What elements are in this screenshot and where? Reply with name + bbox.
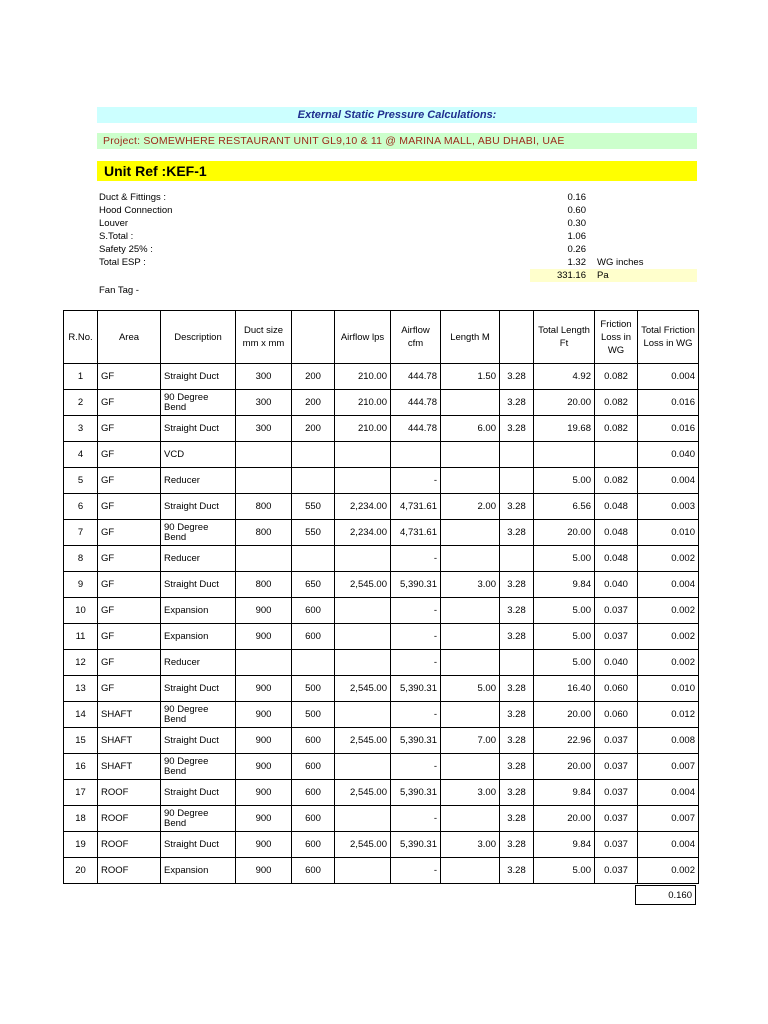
summary-value: 1.06 xyxy=(567,231,586,242)
cell-conversion-factor xyxy=(500,546,534,572)
summary-value: 0.30 xyxy=(567,218,586,229)
table-row xyxy=(64,442,699,468)
cell-area: GF xyxy=(98,442,161,468)
summary-label: Duct & Fittings : xyxy=(99,192,167,203)
cell-friction-loss: 0.037 xyxy=(595,754,638,780)
cell-total-length-ft: 19.68 xyxy=(534,416,595,442)
cell-airflow-lps xyxy=(335,442,391,468)
table-row xyxy=(64,728,699,754)
cell-conversion-factor: 3.28 xyxy=(500,364,534,390)
cell-description: Straight Duct xyxy=(161,364,236,390)
cell-duct-width: 900 xyxy=(236,832,292,858)
cell-total-friction-loss: 0.003 xyxy=(638,494,699,520)
cell-row-number: 15 xyxy=(64,728,98,754)
cell-area: GF xyxy=(98,676,161,702)
cell-airflow-cfm: - xyxy=(391,702,441,728)
summary-label: Hood Connection xyxy=(99,205,173,216)
cell-description: 90 Degree Bend xyxy=(161,806,236,832)
table-row xyxy=(64,780,699,806)
cell-length-m xyxy=(441,468,500,494)
cell-length-m: 3.00 xyxy=(441,832,500,858)
cell-length-m: 3.00 xyxy=(441,572,500,598)
cell-friction-loss: 0.082 xyxy=(595,416,638,442)
cell-friction-loss: 0.082 xyxy=(595,364,638,390)
cell-friction-loss: 0.037 xyxy=(595,806,638,832)
cell-friction-loss: 0.037 xyxy=(595,728,638,754)
cell-row-number: 4 xyxy=(64,442,98,468)
cell-conversion-factor xyxy=(500,650,534,676)
cell-friction-loss: 0.037 xyxy=(595,624,638,650)
cell-total-friction-loss: 0.004 xyxy=(638,468,699,494)
cell-airflow-cfm: - xyxy=(391,806,441,832)
summary-value: 331.16 xyxy=(556,270,586,281)
table-row xyxy=(64,858,699,884)
cell-total-length-ft: 9.84 xyxy=(534,780,595,806)
cell-description: 90 Degree Bend xyxy=(161,754,236,780)
cell-duct-height xyxy=(292,468,335,494)
cell-friction-loss: 0.037 xyxy=(595,858,638,884)
table-row xyxy=(64,520,699,546)
cell-airflow-lps: 210.00 xyxy=(335,364,391,390)
cell-total-length-ft: 20.00 xyxy=(534,806,595,832)
cell-conversion-factor xyxy=(500,468,534,494)
cell-area: GF xyxy=(98,416,161,442)
cell-area: SHAFT xyxy=(98,754,161,780)
cell-airflow-cfm: 5,390.31 xyxy=(391,728,441,754)
cell-airflow-cfm xyxy=(391,442,441,468)
cell-airflow-lps xyxy=(335,624,391,650)
cell-friction-loss: 0.048 xyxy=(595,520,638,546)
cell-conversion-factor: 3.28 xyxy=(500,780,534,806)
cell-total-friction-loss: 0.004 xyxy=(638,572,699,598)
cell-total-friction-loss: 0.016 xyxy=(638,416,699,442)
cell-total-length-ft: 20.00 xyxy=(534,754,595,780)
cell-total-length-ft: 5.00 xyxy=(534,468,595,494)
table-row xyxy=(64,416,699,442)
cell-area: GF xyxy=(98,572,161,598)
cell-area: GF xyxy=(98,520,161,546)
cell-airflow-cfm: 5,390.31 xyxy=(391,832,441,858)
summary-value: 1.32 xyxy=(567,257,586,268)
cell-area: GF xyxy=(98,650,161,676)
cell-description: 90 Degree Bend xyxy=(161,520,236,546)
cell-row-number: 16 xyxy=(64,754,98,780)
cell-row-number: 20 xyxy=(64,858,98,884)
table-row xyxy=(64,572,699,598)
cell-area: GF xyxy=(98,624,161,650)
cell-airflow-cfm: - xyxy=(391,468,441,494)
cell-row-number: 8 xyxy=(64,546,98,572)
cell-row-number: 7 xyxy=(64,520,98,546)
cell-area: SHAFT xyxy=(98,702,161,728)
summary-value: 0.26 xyxy=(567,244,586,255)
cell-description: Reducer xyxy=(161,650,236,676)
cell-description: Reducer xyxy=(161,546,236,572)
cell-row-number: 3 xyxy=(64,416,98,442)
table-row xyxy=(64,832,699,858)
cell-total-length-ft: 5.00 xyxy=(534,650,595,676)
cell-length-m xyxy=(441,598,500,624)
cell-duct-width xyxy=(236,468,292,494)
cell-total-friction-loss: 0.010 xyxy=(638,520,699,546)
cell-length-m xyxy=(441,806,500,832)
summary-label: Louver xyxy=(99,218,129,229)
cell-length-m: 3.00 xyxy=(441,780,500,806)
cell-area: ROOF xyxy=(98,806,161,832)
column-header: Area xyxy=(98,311,161,364)
cell-airflow-lps: 2,545.00 xyxy=(335,572,391,598)
cell-duct-height: 200 xyxy=(292,364,335,390)
cell-airflow-cfm: - xyxy=(391,598,441,624)
duct-calculation-table xyxy=(63,310,699,884)
cell-total-friction-loss: 0.002 xyxy=(638,598,699,624)
cell-description: Expansion xyxy=(161,858,236,884)
cell-conversion-factor: 3.28 xyxy=(500,390,534,416)
cell-total-friction-loss: 0.004 xyxy=(638,780,699,806)
cell-total-length-ft: 9.84 xyxy=(534,832,595,858)
table-row xyxy=(64,468,699,494)
column-header: Total Length Ft xyxy=(534,311,595,364)
cell-length-m xyxy=(441,442,500,468)
cell-airflow-lps xyxy=(335,806,391,832)
cell-airflow-lps: 2,234.00 xyxy=(335,520,391,546)
cell-length-m: 6.00 xyxy=(441,416,500,442)
cell-duct-width: 900 xyxy=(236,806,292,832)
total-friction-loss: 0.160 xyxy=(635,885,696,905)
cell-description: Expansion xyxy=(161,624,236,650)
cell-conversion-factor: 3.28 xyxy=(500,572,534,598)
cell-length-m: 5.00 xyxy=(441,676,500,702)
table-row xyxy=(64,546,699,572)
cell-duct-height xyxy=(292,650,335,676)
cell-length-m: 2.00 xyxy=(441,494,500,520)
cell-area: ROOF xyxy=(98,780,161,806)
cell-length-m xyxy=(441,546,500,572)
cell-row-number: 13 xyxy=(64,676,98,702)
cell-area: GF xyxy=(98,468,161,494)
cell-duct-height: 600 xyxy=(292,754,335,780)
cell-row-number: 2 xyxy=(64,390,98,416)
summary-label: Safety 25% : xyxy=(99,244,153,255)
cell-duct-height: 600 xyxy=(292,858,335,884)
cell-duct-width: 900 xyxy=(236,598,292,624)
cell-description: 90 Degree Bend xyxy=(161,702,236,728)
cell-duct-width: 900 xyxy=(236,780,292,806)
cell-airflow-cfm: - xyxy=(391,754,441,780)
cell-duct-width: 900 xyxy=(236,754,292,780)
cell-airflow-lps: 2,545.00 xyxy=(335,728,391,754)
column-header: Airflow lps xyxy=(335,311,391,364)
cell-total-friction-loss: 0.040 xyxy=(638,442,699,468)
table-row xyxy=(64,494,699,520)
summary-label: S.Total : xyxy=(99,231,134,242)
cell-total-friction-loss: 0.002 xyxy=(638,858,699,884)
summary-unit: Pa xyxy=(597,270,609,281)
cell-airflow-lps xyxy=(335,546,391,572)
cell-duct-height: 600 xyxy=(292,598,335,624)
cell-duct-height: 500 xyxy=(292,676,335,702)
fan-tag: Fan Tag - xyxy=(99,285,139,296)
cell-total-friction-loss: 0.012 xyxy=(638,702,699,728)
cell-area: GF xyxy=(98,390,161,416)
cell-airflow-cfm: - xyxy=(391,624,441,650)
cell-conversion-factor: 3.28 xyxy=(500,416,534,442)
cell-airflow-cfm: 5,390.31 xyxy=(391,676,441,702)
cell-total-length-ft: 20.00 xyxy=(534,390,595,416)
cell-total-length-ft: 4.92 xyxy=(534,364,595,390)
cell-row-number: 18 xyxy=(64,806,98,832)
table-row xyxy=(64,702,699,728)
cell-friction-loss: 0.048 xyxy=(595,546,638,572)
cell-description: Straight Duct xyxy=(161,494,236,520)
cell-airflow-cfm: 4,731.61 xyxy=(391,494,441,520)
cell-total-length-ft: 9.84 xyxy=(534,572,595,598)
cell-duct-height: 650 xyxy=(292,572,335,598)
cell-total-friction-loss: 0.002 xyxy=(638,624,699,650)
cell-description: VCD xyxy=(161,442,236,468)
cell-area: GF xyxy=(98,598,161,624)
cell-total-length-ft: 5.00 xyxy=(534,598,595,624)
column-header: Airflow cfm xyxy=(391,311,441,364)
summary-unit: WG inches xyxy=(597,257,644,268)
column-header xyxy=(292,311,335,364)
cell-airflow-lps: 210.00 xyxy=(335,416,391,442)
cell-total-friction-loss: 0.004 xyxy=(638,832,699,858)
cell-description: Straight Duct xyxy=(161,416,236,442)
table-row xyxy=(64,806,699,832)
cell-conversion-factor: 3.28 xyxy=(500,598,534,624)
cell-friction-loss: 0.082 xyxy=(595,390,638,416)
cell-airflow-lps xyxy=(335,702,391,728)
cell-airflow-lps: 2,545.00 xyxy=(335,832,391,858)
cell-airflow-lps xyxy=(335,650,391,676)
cell-airflow-lps: 210.00 xyxy=(335,390,391,416)
table-row xyxy=(64,390,699,416)
cell-airflow-cfm: 5,390.31 xyxy=(391,572,441,598)
cell-total-length-ft: 20.00 xyxy=(534,702,595,728)
cell-description: Straight Duct xyxy=(161,676,236,702)
cell-conversion-factor: 3.28 xyxy=(500,858,534,884)
cell-friction-loss: 0.060 xyxy=(595,702,638,728)
cell-duct-height: 550 xyxy=(292,494,335,520)
column-header: Length M xyxy=(441,311,500,364)
cell-total-length-ft xyxy=(534,442,595,468)
cell-total-friction-loss: 0.016 xyxy=(638,390,699,416)
cell-friction-loss: 0.037 xyxy=(595,832,638,858)
cell-total-friction-loss: 0.010 xyxy=(638,676,699,702)
cell-duct-height: 500 xyxy=(292,702,335,728)
cell-total-friction-loss: 0.007 xyxy=(638,806,699,832)
cell-airflow-lps xyxy=(335,598,391,624)
table-row xyxy=(64,650,699,676)
table-row xyxy=(64,624,699,650)
cell-duct-width: 800 xyxy=(236,494,292,520)
cell-area: GF xyxy=(98,364,161,390)
cell-friction-loss: 0.040 xyxy=(595,572,638,598)
sheet-title: External Static Pressure Calculations: xyxy=(97,107,697,123)
cell-row-number: 19 xyxy=(64,832,98,858)
cell-total-friction-loss: 0.008 xyxy=(638,728,699,754)
cell-airflow-cfm: 4,731.61 xyxy=(391,520,441,546)
cell-conversion-factor: 3.28 xyxy=(500,676,534,702)
cell-conversion-factor: 3.28 xyxy=(500,624,534,650)
cell-duct-width: 900 xyxy=(236,676,292,702)
cell-length-m xyxy=(441,650,500,676)
cell-total-length-ft: 6.56 xyxy=(534,494,595,520)
cell-conversion-factor: 3.28 xyxy=(500,520,534,546)
cell-total-friction-loss: 0.007 xyxy=(638,754,699,780)
cell-duct-width: 300 xyxy=(236,390,292,416)
cell-duct-width xyxy=(236,650,292,676)
cell-description: Straight Duct xyxy=(161,728,236,754)
cell-duct-width: 900 xyxy=(236,702,292,728)
project-line: Project: SOMEWHERE RESTAURANT UNIT GL9,10 & 11 @ MARINA MALL, ABU DHABI, UAE xyxy=(97,133,697,149)
cell-total-friction-loss: 0.002 xyxy=(638,546,699,572)
column-header: Total Friction Loss in WG xyxy=(638,311,699,364)
cell-row-number: 14 xyxy=(64,702,98,728)
cell-airflow-lps: 2,234.00 xyxy=(335,494,391,520)
cell-duct-height xyxy=(292,442,335,468)
cell-total-length-ft: 5.00 xyxy=(534,858,595,884)
cell-total-length-ft: 16.40 xyxy=(534,676,595,702)
cell-area: ROOF xyxy=(98,858,161,884)
cell-duct-height: 550 xyxy=(292,520,335,546)
cell-row-number: 5 xyxy=(64,468,98,494)
cell-airflow-cfm: 5,390.31 xyxy=(391,780,441,806)
cell-conversion-factor: 3.28 xyxy=(500,728,534,754)
summary-value: 0.16 xyxy=(567,192,586,203)
cell-length-m xyxy=(441,624,500,650)
table-row xyxy=(64,676,699,702)
cell-description: Reducer xyxy=(161,468,236,494)
cell-total-friction-loss: 0.002 xyxy=(638,650,699,676)
cell-duct-height: 200 xyxy=(292,416,335,442)
cell-area: GF xyxy=(98,494,161,520)
cell-duct-width: 900 xyxy=(236,728,292,754)
column-header xyxy=(500,311,534,364)
cell-duct-height: 600 xyxy=(292,780,335,806)
cell-description: Expansion xyxy=(161,598,236,624)
cell-length-m: 7.00 xyxy=(441,728,500,754)
cell-airflow-cfm: 444.78 xyxy=(391,364,441,390)
column-header: Description xyxy=(161,311,236,364)
cell-airflow-cfm: - xyxy=(391,546,441,572)
cell-airflow-cfm: - xyxy=(391,650,441,676)
cell-description: Straight Duct xyxy=(161,572,236,598)
cell-friction-loss: 0.060 xyxy=(595,676,638,702)
cell-length-m xyxy=(441,520,500,546)
summary-value: 0.60 xyxy=(567,205,586,216)
cell-friction-loss: 0.082 xyxy=(595,468,638,494)
cell-area: SHAFT xyxy=(98,728,161,754)
cell-conversion-factor xyxy=(500,442,534,468)
cell-description: Straight Duct xyxy=(161,832,236,858)
cell-duct-height: 200 xyxy=(292,390,335,416)
cell-airflow-cfm: 444.78 xyxy=(391,416,441,442)
cell-total-length-ft: 22.96 xyxy=(534,728,595,754)
cell-row-number: 11 xyxy=(64,624,98,650)
cell-conversion-factor: 3.28 xyxy=(500,806,534,832)
cell-friction-loss: 0.037 xyxy=(595,598,638,624)
cell-total-friction-loss: 0.004 xyxy=(638,364,699,390)
column-header: R.No. xyxy=(64,311,98,364)
cell-length-m xyxy=(441,702,500,728)
cell-area: ROOF xyxy=(98,832,161,858)
cell-total-length-ft: 20.00 xyxy=(534,520,595,546)
cell-row-number: 6 xyxy=(64,494,98,520)
cell-duct-width: 900 xyxy=(236,624,292,650)
cell-friction-loss: 0.037 xyxy=(595,780,638,806)
cell-description: 90 Degree Bend xyxy=(161,390,236,416)
cell-row-number: 1 xyxy=(64,364,98,390)
cell-total-length-ft: 5.00 xyxy=(534,624,595,650)
summary-label: Total ESP : xyxy=(99,257,146,268)
cell-airflow-cfm: - xyxy=(391,858,441,884)
cell-airflow-lps xyxy=(335,468,391,494)
cell-row-number: 10 xyxy=(64,598,98,624)
cell-friction-loss xyxy=(595,442,638,468)
cell-airflow-lps: 2,545.00 xyxy=(335,780,391,806)
table-row xyxy=(64,598,699,624)
cell-airflow-lps: 2,545.00 xyxy=(335,676,391,702)
table-header-row xyxy=(64,311,699,364)
cell-row-number: 9 xyxy=(64,572,98,598)
cell-duct-width: 800 xyxy=(236,520,292,546)
unit-ref: Unit Ref :KEF-1 xyxy=(97,161,697,181)
cell-conversion-factor: 3.28 xyxy=(500,494,534,520)
cell-duct-height: 600 xyxy=(292,806,335,832)
cell-row-number: 17 xyxy=(64,780,98,806)
cell-row-number: 12 xyxy=(64,650,98,676)
cell-duct-width: 300 xyxy=(236,416,292,442)
cell-duct-height: 600 xyxy=(292,624,335,650)
column-header: Duct size mm x mm xyxy=(236,311,292,364)
cell-conversion-factor: 3.28 xyxy=(500,702,534,728)
cell-friction-loss: 0.040 xyxy=(595,650,638,676)
cell-description: Straight Duct xyxy=(161,780,236,806)
cell-length-m: 1.50 xyxy=(441,364,500,390)
cell-friction-loss: 0.048 xyxy=(595,494,638,520)
cell-airflow-cfm: 444.78 xyxy=(391,390,441,416)
cell-duct-width: 800 xyxy=(236,572,292,598)
cell-conversion-factor: 3.28 xyxy=(500,754,534,780)
table-row xyxy=(64,364,699,390)
cell-duct-width xyxy=(236,442,292,468)
cell-length-m xyxy=(441,858,500,884)
cell-length-m xyxy=(441,754,500,780)
cell-airflow-lps xyxy=(335,754,391,780)
table-row xyxy=(64,754,699,780)
cell-duct-height: 600 xyxy=(292,832,335,858)
cell-duct-width: 900 xyxy=(236,858,292,884)
cell-airflow-lps xyxy=(335,858,391,884)
cell-duct-height: 600 xyxy=(292,728,335,754)
cell-duct-width: 300 xyxy=(236,364,292,390)
cell-duct-width xyxy=(236,546,292,572)
cell-area: GF xyxy=(98,546,161,572)
cell-length-m xyxy=(441,390,500,416)
cell-total-length-ft: 5.00 xyxy=(534,546,595,572)
cell-conversion-factor: 3.28 xyxy=(500,832,534,858)
column-header: Friction Loss in WG xyxy=(595,311,638,364)
cell-duct-height xyxy=(292,546,335,572)
